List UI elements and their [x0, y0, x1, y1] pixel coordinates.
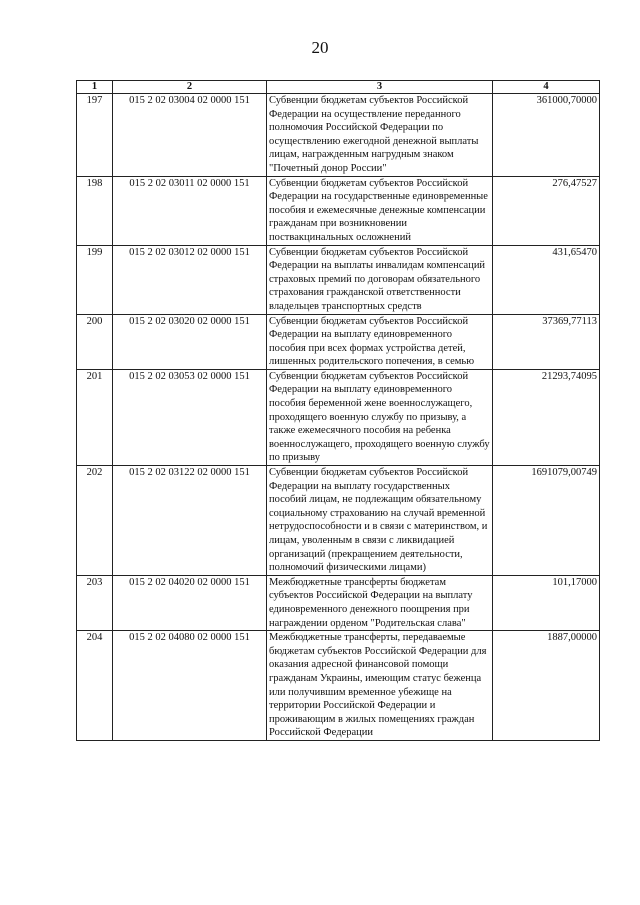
row-number: 199 — [77, 245, 113, 314]
row-amount: 21293,74095 — [493, 369, 600, 465]
column-header-2: 2 — [113, 81, 267, 94]
budget-code: 015 2 02 04080 02 0000 151 — [113, 631, 267, 741]
table-row — [77, 314, 600, 369]
row-number: 198 — [77, 176, 113, 245]
budget-code: 015 2 02 03053 02 0000 151 — [113, 369, 267, 465]
table-row — [77, 631, 600, 741]
table-row — [77, 466, 600, 576]
budget-code: 015 2 02 03020 02 0000 151 — [113, 314, 267, 369]
row-number: 204 — [77, 631, 113, 741]
row-description: Субвенции бюджетам субъектов Российской Федерации на выплату единовременного пособия беременной жене военнослужащего, проходящего военную службу по призыву, а также ежемесячного пособия на ребенка военнослужащего, проходящего военную службу по призыву — [267, 369, 493, 465]
row-description: Межбюджетные трансферты бюджетам субъектов Российской Федерации на выплату единовременного денежного поощрения при награждении орденом "Родительская слава" — [267, 575, 493, 630]
row-amount: 1887,00000 — [493, 631, 600, 741]
budget-code: 015 2 02 03012 02 0000 151 — [113, 245, 267, 314]
row-number: 201 — [77, 369, 113, 465]
row-amount: 431,65470 — [493, 245, 600, 314]
table-row — [77, 176, 600, 245]
column-header-1: 1 — [77, 81, 113, 94]
row-description: Субвенции бюджетам субъектов Российской Федерации на государственные единовременные пособия и ежемесячные денежные компенсации гражданам при возникновении поствакцинальных осложнений — [267, 176, 493, 245]
row-amount: 361000,70000 — [493, 94, 600, 177]
page-number: 20 — [311, 38, 329, 57]
row-description: Субвенции бюджетам субъектов Российской Федерации на выплату единовременного пособия при всех формах устройства детей, лишенных родительского попечения, в семью — [267, 314, 493, 369]
budget-table — [76, 80, 600, 741]
row-number: 203 — [77, 575, 113, 630]
budget-code: 015 2 02 04020 02 0000 151 — [113, 575, 267, 630]
table-header — [77, 81, 600, 94]
table-row — [77, 245, 600, 314]
row-number: 202 — [77, 466, 113, 576]
row-description: Субвенции бюджетам субъектов Российской Федерации на осуществление переданного полномочия Российской Федерации по осуществлению ежегодной денежной выплаты лицам, награжденным нагрудным знаком "Почетный донор России" — [267, 94, 493, 177]
row-number: 197 — [77, 94, 113, 177]
row-amount: 276,47527 — [493, 176, 600, 245]
column-header-4: 4 — [493, 81, 600, 94]
table-body — [77, 94, 600, 741]
budget-code: 015 2 02 03122 02 0000 151 — [113, 466, 267, 576]
table-row — [77, 94, 600, 177]
row-description: Субвенции бюджетам субъектов Российской Федерации на выплату государственных пособий лицам, не подлежащим обязательному социальному страхованию на случай временной нетрудоспособности и в связи с материнством, и лицам, уволенным в связи с ликвидацией организаций (прекращением деятельности, полномочий физическими лицами) — [267, 466, 493, 576]
row-amount: 1691079,00749 — [493, 466, 600, 576]
column-header-3: 3 — [267, 81, 493, 94]
row-description: Субвенции бюджетам субъектов Российской Федерации на выплаты инвалидам компенсаций страховых премий по договорам обязательного страхования гражданской ответственности владельцев транспортных средств — [267, 245, 493, 314]
table-row — [77, 369, 600, 465]
budget-code: 015 2 02 03004 02 0000 151 — [113, 94, 267, 177]
row-amount: 101,17000 — [493, 575, 600, 630]
row-number: 200 — [77, 314, 113, 369]
budget-code: 015 2 02 03011 02 0000 151 — [113, 176, 267, 245]
table-row — [77, 575, 600, 630]
row-description: Межбюджетные трансферты, передаваемые бюджетам субъектов Российской Федерации для оказания адресной финансовой помощи гражданам Украины, имеющим статус беженца или получившим временное убежище на территории Российской Федерации и проживающим в жилых помещениях граждан Российской Федерации — [267, 631, 493, 741]
header-row — [77, 81, 600, 94]
row-amount: 37369,77113 — [493, 314, 600, 369]
